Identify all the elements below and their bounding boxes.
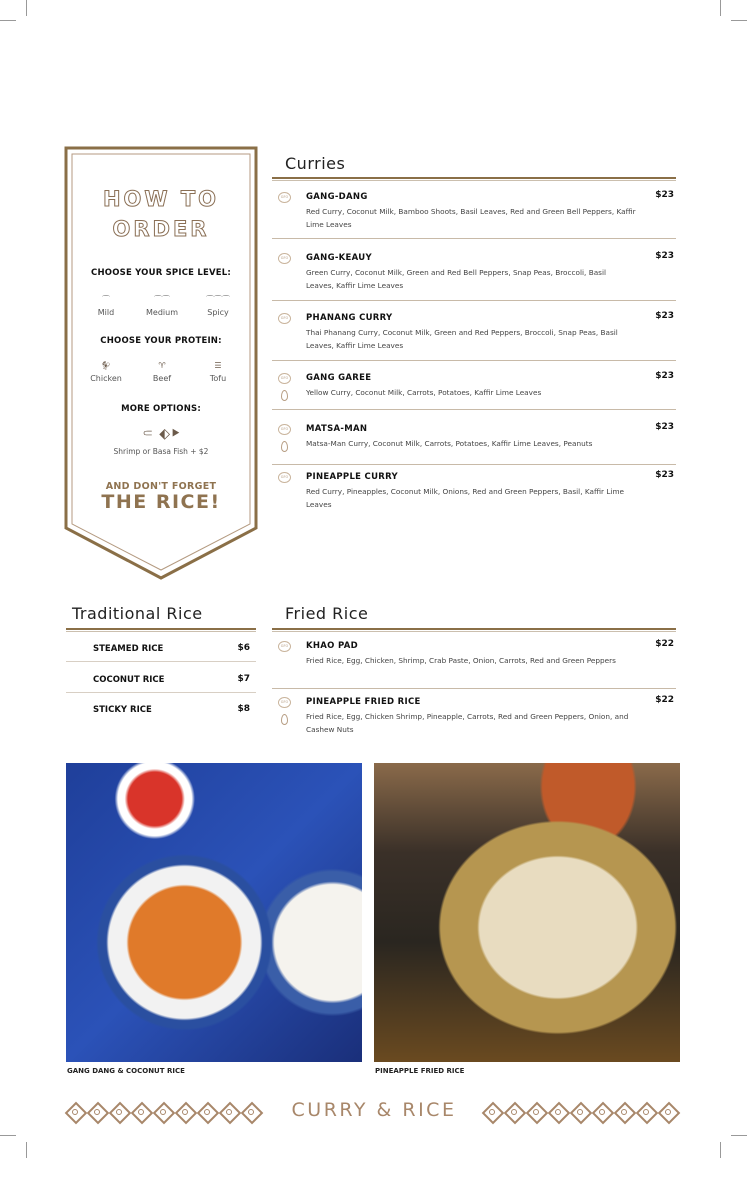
- item-description: Fried Rice, Egg, Chicken, Shrimp, Crab Paste, Onion, Carrots, Red and Green Peppers: [306, 656, 616, 665]
- rice-reminder-line2: THE RICE!: [101, 491, 221, 513]
- crop-mark: [731, 1135, 747, 1136]
- item-price: $23: [655, 371, 674, 381]
- item-name: STEAMED RICE: [93, 644, 164, 654]
- chili-icon: ⌒⌒: [154, 295, 170, 304]
- crop-mark: [0, 20, 16, 21]
- photo-pineapple-fried-rice: [374, 763, 680, 1062]
- item-price: $22: [655, 695, 674, 705]
- item-description: Thai Phanang Curry, Coconut Milk, Green and Red Peppers, Broccoli, Snap Peas, Basil Leaves, Kaffir Lime Leaves: [306, 328, 618, 350]
- item-name: STICKY RICE: [93, 705, 152, 715]
- item-price: $23: [655, 311, 674, 321]
- item-price: $23: [655, 251, 674, 261]
- item-price: $6: [237, 643, 250, 653]
- menu-item: [272, 641, 676, 689]
- item-name: COCONUT RICE: [93, 675, 165, 685]
- item-price: $23: [655, 470, 674, 480]
- item-price: $23: [655, 190, 674, 200]
- more-options-heading: MORE OPTIONS:: [121, 404, 201, 414]
- menu-item: [272, 373, 676, 410]
- leaf-icon: [281, 390, 288, 401]
- photo-caption: PINEAPPLE FRIED RICE: [375, 1067, 465, 1075]
- item-name: GANG-DANG: [306, 192, 368, 202]
- menu-item: [272, 424, 676, 465]
- leaf-icon: [281, 714, 288, 725]
- menu-item: [272, 697, 676, 742]
- menu-item: [272, 192, 676, 239]
- item-name: KHAO PAD: [306, 641, 358, 651]
- crop-mark: [731, 20, 747, 21]
- spice-heading: CHOOSE YOUR SPICE LEVEL:: [91, 268, 231, 278]
- item-description: Red Curry, Pineapples, Coconut Milk, Onions, Red and Green Peppers, Basil, Kaffir Lime Leaves: [306, 487, 625, 509]
- item-name: PINEAPPLE CURRY: [306, 472, 398, 482]
- protein-beef: ♈︎ Beef: [134, 358, 190, 383]
- gluten-free-option-icon: GFO: [278, 641, 291, 652]
- beef-icon: ♈︎: [158, 361, 166, 370]
- rice-row: [66, 693, 256, 723]
- crop-mark: [720, 0, 721, 16]
- item-name: GANG GAREE: [306, 373, 372, 383]
- gluten-free-option-icon: GFO: [278, 313, 291, 324]
- item-description: Yellow Curry, Coconut Milk, Carrots, Potatoes, Kaffir Lime Leaves: [306, 388, 542, 397]
- gluten-free-option-icon: GFO: [278, 192, 291, 203]
- curries-title: Curries: [285, 154, 346, 173]
- item-price: $23: [655, 422, 674, 432]
- chili-icon: ⌒: [102, 295, 110, 304]
- chicken-icon: 🐓︎: [100, 361, 112, 370]
- crop-mark: [26, 0, 27, 16]
- spice-levels: [64, 292, 258, 317]
- leaf-icon: [281, 441, 288, 452]
- chili-icon: ⌒⌒⌒: [206, 295, 230, 304]
- rice-row: [66, 632, 256, 662]
- tofu-icon: ☰: [214, 361, 222, 370]
- photo-gang-dang: [66, 763, 362, 1062]
- item-name: GANG-KEAUY: [306, 253, 372, 263]
- protein-chicken: 🐓︎ Chicken: [78, 358, 134, 383]
- spice-spicy: ⌒⌒⌒ Spicy: [190, 292, 246, 317]
- item-description: Matsa-Man Curry, Coconut Milk, Carrots, Potatoes, Kaffir Lime Leaves, Peanuts: [306, 439, 593, 448]
- menu-item: [272, 313, 676, 361]
- more-options-text: Shrimp or Basa Fish + $2: [113, 447, 209, 456]
- gluten-free-option-icon: GFO: [278, 697, 291, 708]
- gluten-free-option-icon: GFO: [278, 472, 291, 483]
- spice-medium: ⌒⌒ Medium: [134, 292, 190, 317]
- fried-rice-title: Fried Rice: [285, 604, 369, 623]
- crop-mark: [720, 1142, 721, 1158]
- item-description: Red Curry, Coconut Milk, Bamboo Shoots, Basil Leaves, Red and Green Bell Peppers, Kaffir Lime Leaves: [306, 207, 636, 229]
- crop-mark: [26, 1142, 27, 1158]
- section-rule: [272, 177, 676, 181]
- rice-reminder-line1: AND DON'T FORGET: [105, 481, 217, 492]
- item-price: $8: [237, 704, 250, 714]
- how-to-order-title: HOW TO ORDER: [102, 187, 220, 241]
- gluten-free-option-icon: GFO: [278, 253, 291, 264]
- menu-item: [272, 472, 676, 517]
- shrimp-icon: ⸦: [140, 426, 155, 442]
- section-rule: [272, 628, 676, 632]
- decorative-border-icon: [64, 1101, 262, 1123]
- protein-heading: CHOOSE YOUR PROTEIN:: [100, 336, 222, 346]
- footer-title: CURRY & RICE: [291, 1099, 457, 1121]
- protein-tofu: ☰ Tofu: [190, 358, 246, 383]
- spice-mild: ⌒ Mild: [78, 292, 134, 317]
- item-price: $7: [237, 674, 250, 684]
- item-description: Green Curry, Coconut Milk, Green and Red Bell Peppers, Snap Peas, Broccoli, Basil Leaves, Kaffir Lime Leaves: [306, 268, 607, 290]
- menu-item: [272, 253, 676, 301]
- fish-icon: ⬖⯈: [159, 426, 182, 442]
- photo-caption: GANG DANG & COCONUT RICE: [67, 1067, 185, 1075]
- item-price: $22: [655, 639, 674, 649]
- proteins: [64, 358, 258, 383]
- item-name: PHANANG CURRY: [306, 313, 393, 323]
- rice-row: [66, 663, 256, 693]
- item-name: MATSA-MAN: [306, 424, 368, 434]
- crop-mark: [0, 1135, 16, 1136]
- gluten-free-option-icon: GFO: [278, 373, 291, 384]
- gluten-free-option-icon: GFO: [278, 424, 291, 435]
- decorative-border-icon: [481, 1101, 679, 1123]
- item-name: PINEAPPLE FRIED RICE: [306, 697, 421, 707]
- item-description: Fried Rice, Egg, Chicken Shrimp, Pineapple, Carrots, Red and Green Peppers, Onion, and Cashew Nuts: [306, 712, 629, 734]
- how-to-order-banner: [64, 146, 258, 580]
- traditional-rice-title: Traditional Rice: [72, 604, 203, 623]
